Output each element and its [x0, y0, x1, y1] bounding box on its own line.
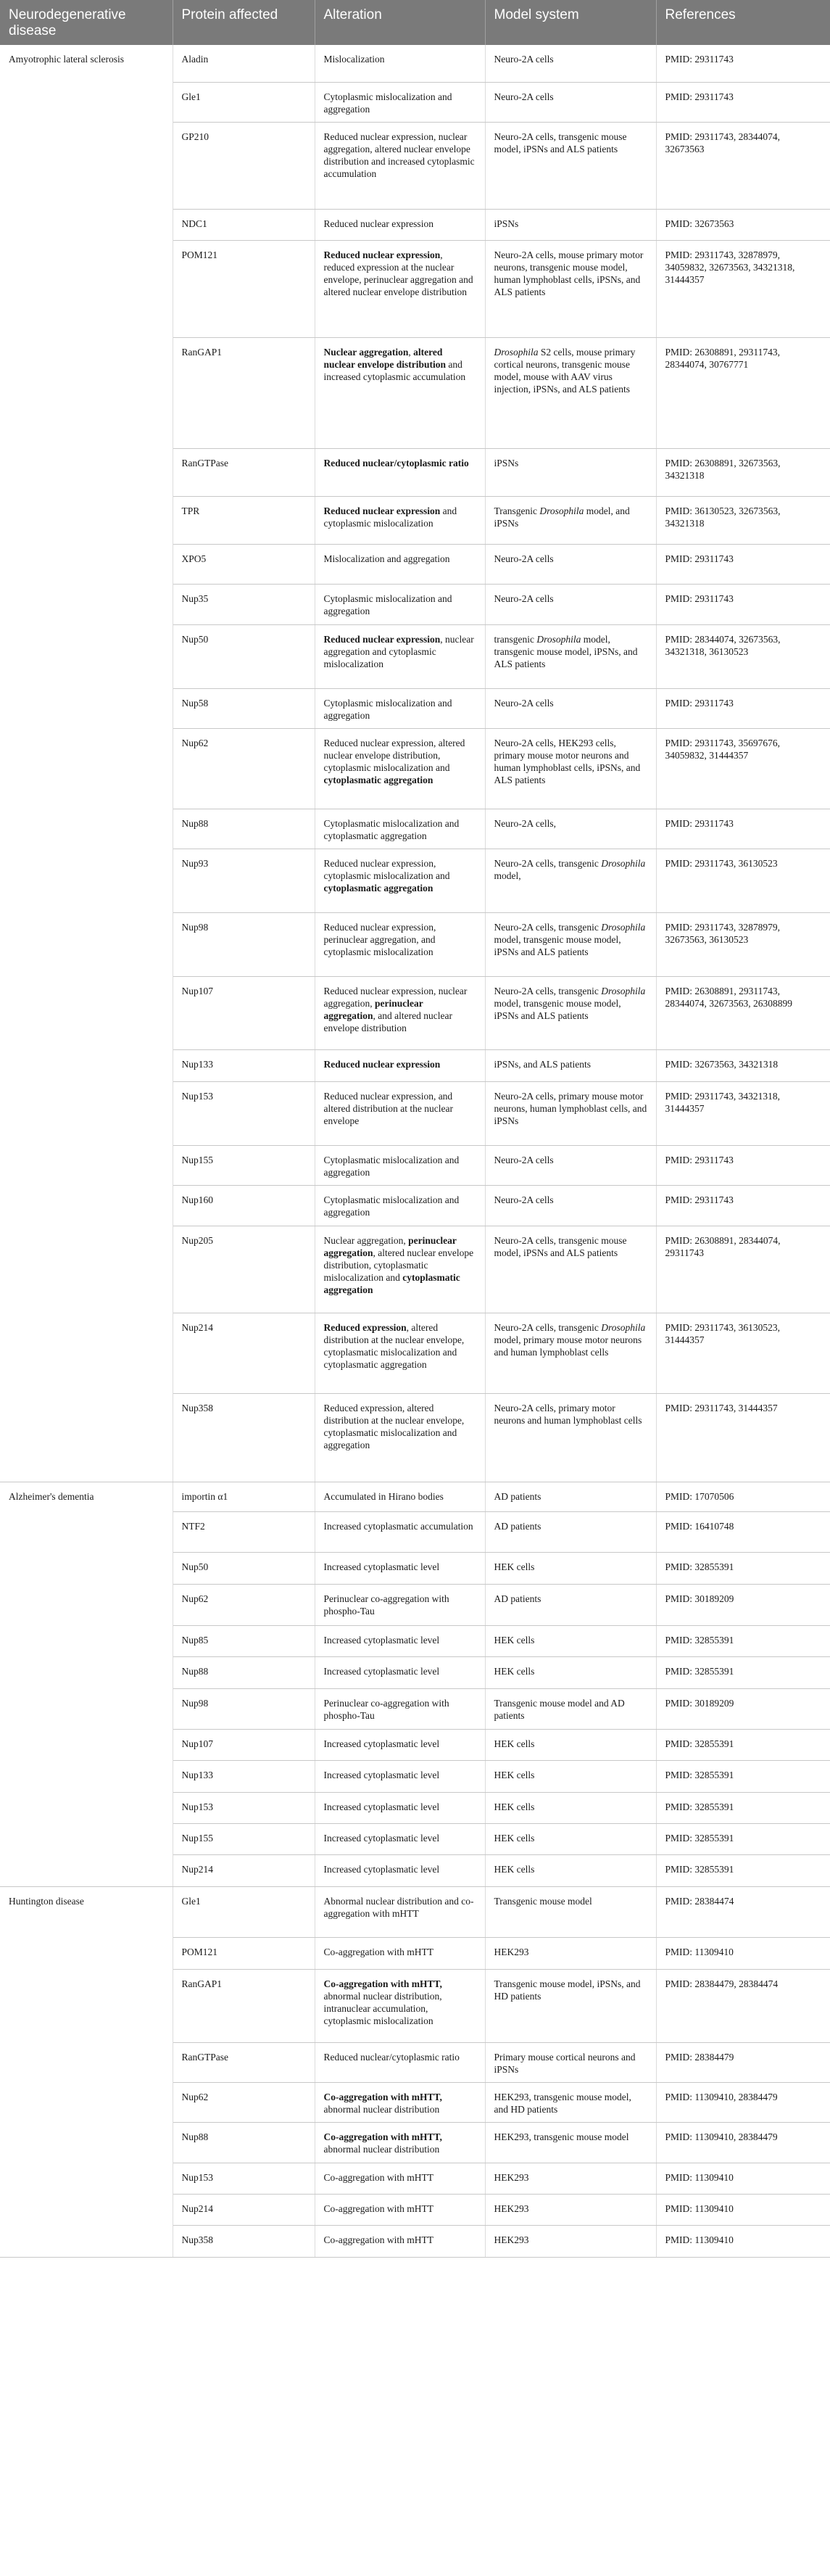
cell-model-system: Neuro-2A cells, transgenic mouse model, iPSNs and ALS patients: [485, 122, 656, 209]
table-row: [0, 1145, 830, 1185]
cell-protein: RanGAP1: [173, 1969, 315, 2042]
cell-references: PMID: 29311743: [656, 82, 830, 122]
cell-protein: Nup98: [173, 1688, 315, 1729]
cell-disease: [0, 1969, 173, 2042]
cell-disease: [0, 1145, 173, 1185]
cell-references: PMID: 11309410: [656, 2194, 830, 2225]
table-row: [0, 1969, 830, 2042]
cell-model-system: HEK293: [485, 2225, 656, 2257]
cell-alteration: Reduced nuclear/cytoplasmic ratio: [315, 2042, 485, 2082]
cell-disease: [0, 624, 173, 688]
cell-alteration: Reduced nuclear expression and cytoplasmic mislocalization: [315, 496, 485, 544]
cell-model-system: Transgenic mouse model and AD patients: [485, 1688, 656, 1729]
cell-alteration: Cytoplasmic mislocalization and aggregation: [315, 584, 485, 624]
cell-protein: Nup88: [173, 2122, 315, 2163]
table-row: [0, 1552, 830, 1584]
table-row: [0, 1393, 830, 1482]
table-row: [0, 1482, 830, 1511]
cell-protein: RanGTPase: [173, 2042, 315, 2082]
cell-references: PMID: 26308891, 29311743, 28344074, 32673563, 26308899: [656, 976, 830, 1049]
cell-alteration: Reduced expression, altered distribution at the nuclear envelope, cytoplasmatic mislocalization and aggregation: [315, 1393, 485, 1482]
cell-disease: [0, 337, 173, 448]
cell-model-system: Neuro-2A cells, transgenic Drosophila model, transgenic mouse model, iPSNs and ALS patients: [485, 976, 656, 1049]
table-row: [0, 496, 830, 544]
table-row: [0, 1760, 830, 1792]
cell-references: PMID: 32855391: [656, 1760, 830, 1792]
cell-disease: [0, 809, 173, 849]
table-row: [0, 1886, 830, 1937]
cell-references: PMID: 29311743: [656, 688, 830, 728]
cell-disease: [0, 1792, 173, 1823]
cell-references: PMID: 29311743, 28344074, 32673563: [656, 122, 830, 209]
cell-references: PMID: 30189209: [656, 1584, 830, 1625]
table-row: [0, 1226, 830, 1313]
cell-references: PMID: 29311743, 31444357: [656, 1393, 830, 1482]
cell-references: PMID: 29311743: [656, 1185, 830, 1226]
cell-protein: Nup160: [173, 1185, 315, 1226]
cell-disease: [0, 1854, 173, 1886]
cell-references: PMID: 28344074, 32673563, 34321318, 36130523: [656, 624, 830, 688]
cell-protein: TPR: [173, 496, 315, 544]
cell-alteration: Mislocalization: [315, 45, 485, 82]
cell-references: PMID: 29311743, 32878979, 32673563, 36130523: [656, 912, 830, 976]
cell-model-system: Transgenic Drosophila model, and iPSNs: [485, 496, 656, 544]
table-row: [0, 1656, 830, 1688]
cell-alteration: Increased cytoplasmatic level: [315, 1729, 485, 1760]
cell-protein: Gle1: [173, 1886, 315, 1937]
cell-alteration: Reduced nuclear expression, nuclear aggregation and cytoplasmic mislocalization: [315, 624, 485, 688]
cell-alteration: Cytoplasmatic mislocalization and aggregation: [315, 1145, 485, 1185]
cell-model-system: HEK293, transgenic mouse model: [485, 2122, 656, 2163]
cell-protein: Nup98: [173, 912, 315, 976]
cell-disease: [0, 912, 173, 976]
table-row: [0, 2082, 830, 2122]
cell-references: PMID: 28384479: [656, 2042, 830, 2082]
cell-disease: [0, 2194, 173, 2225]
cell-references: PMID: 26308891, 28344074, 29311743: [656, 1226, 830, 1313]
cell-model-system: Primary mouse cortical neurons and iPSNs: [485, 2042, 656, 2082]
cell-references: PMID: 29311743: [656, 544, 830, 584]
cell-protein: Nup62: [173, 1584, 315, 1625]
cell-protein: Nup153: [173, 2163, 315, 2194]
cell-references: PMID: 26308891, 29311743, 28344074, 30767771: [656, 337, 830, 448]
cell-alteration: Reduced nuclear/cytoplasmic ratio: [315, 448, 485, 496]
table-row: [0, 1729, 830, 1760]
cell-alteration: Cytoplasmic mislocalization and aggregation: [315, 82, 485, 122]
cell-disease: [0, 1729, 173, 1760]
header-alteration: Alteration: [315, 0, 485, 45]
cell-alteration: Abnormal nuclear distribution and co-aggregation with mHTT: [315, 1886, 485, 1937]
cell-protein: Aladin: [173, 45, 315, 82]
cell-disease: Amyotrophic lateral sclerosis: [0, 45, 173, 82]
cell-model-system: HEK293, transgenic mouse model, and HD patients: [485, 2082, 656, 2122]
cell-disease: [0, 1688, 173, 1729]
table-row: [0, 688, 830, 728]
cell-disease: [0, 209, 173, 240]
cell-disease: Huntington disease: [0, 1886, 173, 1937]
cell-disease: [0, 2042, 173, 2082]
cell-protein: Gle1: [173, 82, 315, 122]
cell-disease: Alzheimer's dementia: [0, 1482, 173, 1511]
cell-model-system: AD patients: [485, 1511, 656, 1552]
cell-references: PMID: 11309410: [656, 1937, 830, 1969]
cell-disease: [0, 1511, 173, 1552]
cell-protein: Nup107: [173, 1729, 315, 1760]
cell-model-system: iPSNs: [485, 448, 656, 496]
cell-alteration: Reduced nuclear expression: [315, 1049, 485, 1081]
cell-references: PMID: 28384474: [656, 1886, 830, 1937]
cell-references: PMID: 29311743, 36130523: [656, 849, 830, 912]
cell-disease: [0, 1185, 173, 1226]
cell-references: PMID: 30189209: [656, 1688, 830, 1729]
cell-disease: [0, 1081, 173, 1145]
cell-alteration: Reduced nuclear expression, cytoplasmic mislocalization and cytoplasmatic aggregation: [315, 849, 485, 912]
cell-model-system: Neuro-2A cells, transgenic mouse model, iPSNs and ALS patients: [485, 1226, 656, 1313]
cell-protein: RanGTPase: [173, 448, 315, 496]
cell-model-system: Neuro-2A cells: [485, 82, 656, 122]
cell-references: PMID: 29311743, 32878979, 34059832, 32673563, 34321318, 31444357: [656, 240, 830, 337]
cell-disease: [0, 1584, 173, 1625]
cell-references: PMID: 29311743, 34321318, 31444357: [656, 1081, 830, 1145]
cell-alteration: Increased cytoplasmatic level: [315, 1792, 485, 1823]
table-body: [0, 45, 830, 2257]
cell-protein: Nup62: [173, 2082, 315, 2122]
cell-model-system: Neuro-2A cells: [485, 544, 656, 584]
cell-references: PMID: 32855391: [656, 1656, 830, 1688]
cell-model-system: Neuro-2A cells, HEK293 cells, primary mouse motor neurons and human lymphoblast cells, iPSNs, and ALS patients: [485, 728, 656, 809]
cell-alteration: Mislocalization and aggregation: [315, 544, 485, 584]
cell-references: PMID: 29311743: [656, 584, 830, 624]
cell-model-system: iPSNs: [485, 209, 656, 240]
table-row: [0, 1185, 830, 1226]
table-row: [0, 2042, 830, 2082]
table-row: [0, 448, 830, 496]
cell-disease: [0, 448, 173, 496]
cell-references: PMID: 29311743: [656, 809, 830, 849]
cell-alteration: Reduced nuclear expression, reduced expression at the nuclear envelope, perinuclear aggregation and altered nuclear envelope distribution: [315, 240, 485, 337]
header-model-system: Model system: [485, 0, 656, 45]
cell-protein: Nup358: [173, 1393, 315, 1482]
cell-protein: NTF2: [173, 1511, 315, 1552]
cell-references: PMID: 16410748: [656, 1511, 830, 1552]
cell-model-system: HEK cells: [485, 1729, 656, 1760]
cell-alteration: Co-aggregation with mHTT, abnormal nuclear distribution: [315, 2082, 485, 2122]
cell-protein: NDC1: [173, 209, 315, 240]
cell-protein: Nup153: [173, 1792, 315, 1823]
cell-references: PMID: 32855391: [656, 1729, 830, 1760]
cell-protein: POM121: [173, 1937, 315, 1969]
table-row: [0, 45, 830, 82]
cell-references: PMID: 32855391: [656, 1552, 830, 1584]
cell-model-system: Neuro-2A cells: [485, 688, 656, 728]
cell-alteration: Increased cytoplasmatic level: [315, 1823, 485, 1854]
table-row: [0, 337, 830, 448]
cell-protein: Nup62: [173, 728, 315, 809]
table-row: [0, 1823, 830, 1854]
cell-alteration: Cytoplasmatic mislocalization and cytoplasmatic aggregation: [315, 809, 485, 849]
cell-disease: [0, 1226, 173, 1313]
cell-model-system: AD patients: [485, 1482, 656, 1511]
cell-protein: Nup214: [173, 1313, 315, 1393]
cell-disease: [0, 544, 173, 584]
table-row: [0, 1688, 830, 1729]
cell-protein: XPO5: [173, 544, 315, 584]
cell-protein: Nup35: [173, 584, 315, 624]
cell-references: PMID: 29311743: [656, 1145, 830, 1185]
header-protein: Protein affected: [173, 0, 315, 45]
cell-alteration: Reduced nuclear expression, nuclear aggregation, perinuclear aggregation, and altered nuclear envelope distribution: [315, 976, 485, 1049]
table-row: [0, 849, 830, 912]
cell-model-system: Neuro-2A cells: [485, 584, 656, 624]
cell-model-system: Neuro-2A cells, primary mouse motor neurons, human lymphoblast cells, and iPSNs: [485, 1081, 656, 1145]
cell-model-system: HEK cells: [485, 1625, 656, 1656]
cell-model-system: AD patients: [485, 1584, 656, 1625]
cell-references: PMID: 28384479, 28384474: [656, 1969, 830, 2042]
cell-model-system: Neuro-2A cells, transgenic Drosophila model, transgenic mouse model, iPSNs and ALS patients: [485, 912, 656, 976]
cell-disease: [0, 849, 173, 912]
cell-disease: [0, 1760, 173, 1792]
cell-protein: Nup205: [173, 1226, 315, 1313]
cell-alteration: Co-aggregation with mHTT: [315, 2194, 485, 2225]
cell-protein: GP210: [173, 122, 315, 209]
cell-disease: [0, 122, 173, 209]
cell-references: PMID: 36130523, 32673563, 34321318: [656, 496, 830, 544]
table-row: [0, 1625, 830, 1656]
cell-alteration: Increased cytoplasmatic level: [315, 1656, 485, 1688]
cell-references: PMID: 32855391: [656, 1823, 830, 1854]
cell-references: PMID: 32855391: [656, 1792, 830, 1823]
cell-disease: [0, 2122, 173, 2163]
cell-model-system: HEK cells: [485, 1792, 656, 1823]
cell-protein: Nup93: [173, 849, 315, 912]
cell-disease: [0, 728, 173, 809]
cell-references: PMID: 32855391: [656, 1854, 830, 1886]
cell-alteration: Increased cytoplasmatic level: [315, 1854, 485, 1886]
cell-references: PMID: 32673563, 34321318: [656, 1049, 830, 1081]
cell-alteration: Reduced nuclear expression, altered nuclear envelope distribution, cytoplasmic mislocalization and cytoplasmatic aggregation: [315, 728, 485, 809]
table-row: [0, 728, 830, 809]
table-row: [0, 2163, 830, 2194]
cell-protein: Nup85: [173, 1625, 315, 1656]
table-row: [0, 1937, 830, 1969]
table-row: [0, 82, 830, 122]
cell-disease: [0, 82, 173, 122]
cell-alteration: Reduced nuclear expression, perinuclear aggregation, and cytoplasmic mislocalization: [315, 912, 485, 976]
cell-references: PMID: 29311743, 35697676, 34059832, 31444357: [656, 728, 830, 809]
cell-disease: [0, 584, 173, 624]
cell-protein: Nup133: [173, 1049, 315, 1081]
cell-disease: [0, 1552, 173, 1584]
cell-alteration: Accumulated in Hirano bodies: [315, 1482, 485, 1511]
cell-references: PMID: 11309410: [656, 2225, 830, 2257]
cell-alteration: Increased cytoplasmatic accumulation: [315, 1511, 485, 1552]
cell-disease: [0, 1393, 173, 1482]
cell-alteration: Perinuclear co-aggregation with phospho-Tau: [315, 1688, 485, 1729]
table-row: [0, 1049, 830, 1081]
cell-protein: Nup50: [173, 624, 315, 688]
cell-disease: [0, 496, 173, 544]
cell-disease: [0, 1656, 173, 1688]
table-row: [0, 2194, 830, 2225]
cell-alteration: Cytoplasmatic mislocalization and aggregation: [315, 1185, 485, 1226]
cell-model-system: HEK cells: [485, 1552, 656, 1584]
cell-alteration: Co-aggregation with mHTT: [315, 2225, 485, 2257]
cell-protein: Nup155: [173, 1823, 315, 1854]
cell-disease: [0, 2082, 173, 2122]
cell-model-system: transgenic Drosophila model, transgenic mouse model, iPSNs, and ALS patients: [485, 624, 656, 688]
table-row: [0, 584, 830, 624]
cell-references: PMID: 26308891, 32673563, 34321318: [656, 448, 830, 496]
cell-alteration: Increased cytoplasmatic level: [315, 1625, 485, 1656]
table-row: [0, 1792, 830, 1823]
cell-protein: Nup88: [173, 809, 315, 849]
cell-protein: Nup50: [173, 1552, 315, 1584]
cell-model-system: HEK293: [485, 2194, 656, 2225]
cell-model-system: HEK293: [485, 1937, 656, 1969]
cell-disease: [0, 1625, 173, 1656]
header-disease: Neurodegenerative disease: [0, 0, 173, 45]
cell-alteration: Co-aggregation with mHTT: [315, 2163, 485, 2194]
cell-protein: Nup214: [173, 2194, 315, 2225]
cell-model-system: HEK cells: [485, 1823, 656, 1854]
cell-disease: [0, 688, 173, 728]
cell-references: PMID: 29311743: [656, 45, 830, 82]
cell-protein: Nup153: [173, 1081, 315, 1145]
cell-alteration: Nuclear aggregation, perinuclear aggregation, altered nuclear envelope distribution, cytoplasmatic mislocalization and cytoplasmatic aggregation: [315, 1226, 485, 1313]
table-row: [0, 1511, 830, 1552]
cell-references: PMID: 32673563: [656, 209, 830, 240]
cell-references: PMID: 32855391: [656, 1625, 830, 1656]
table-header: [0, 0, 830, 45]
table-row: [0, 1081, 830, 1145]
cell-model-system: Neuro-2A cells, transgenic Drosophila model, primary mouse motor neurons and human lymphoblast cells: [485, 1313, 656, 1393]
cell-alteration: Co-aggregation with mHTT, abnormal nuclear distribution: [315, 2122, 485, 2163]
table-row: [0, 809, 830, 849]
header-references: References: [656, 0, 830, 45]
table-row: [0, 544, 830, 584]
cell-protein: Nup58: [173, 688, 315, 728]
table-row: [0, 624, 830, 688]
cell-alteration: Reduced nuclear expression, nuclear aggregation, altered nuclear envelope distribution and increased cytoplasmic accumulation: [315, 122, 485, 209]
cell-protein: Nup133: [173, 1760, 315, 1792]
table-row: [0, 209, 830, 240]
cell-model-system: Transgenic mouse model, iPSNs, and HD patients: [485, 1969, 656, 2042]
cell-model-system: Drosophila S2 cells, mouse primary cortical neurons, transgenic mouse model, mouse with AAV virus injection, iPSNs, and ALS patients: [485, 337, 656, 448]
cell-disease: [0, 2163, 173, 2194]
cell-disease: [0, 1937, 173, 1969]
table-row: [0, 2122, 830, 2163]
cell-disease: [0, 2225, 173, 2257]
cell-protein: POM121: [173, 240, 315, 337]
cell-disease: [0, 1313, 173, 1393]
cell-model-system: Neuro-2A cells: [485, 1145, 656, 1185]
cell-model-system: Neuro-2A cells, primary motor neurons and human lymphoblast cells: [485, 1393, 656, 1482]
cell-protein: Nup214: [173, 1854, 315, 1886]
cell-model-system: Transgenic mouse model: [485, 1886, 656, 1937]
cell-alteration: Cytoplasmic mislocalization and aggregation: [315, 688, 485, 728]
cell-alteration: Co-aggregation with mHTT, abnormal nuclear distribution, intranuclear accumulation, cytoplasmic mislocalization: [315, 1969, 485, 2042]
table-row: [0, 1584, 830, 1625]
cell-disease: [0, 976, 173, 1049]
table-row: [0, 240, 830, 337]
cell-disease: [0, 1049, 173, 1081]
cell-model-system: HEK cells: [485, 1854, 656, 1886]
table-row: [0, 976, 830, 1049]
cell-model-system: Neuro-2A cells, transgenic Drosophila model,: [485, 849, 656, 912]
table-row: [0, 122, 830, 209]
cell-protein: Nup107: [173, 976, 315, 1049]
cell-protein: importin α1: [173, 1482, 315, 1511]
cell-references: PMID: 11309410: [656, 2163, 830, 2194]
cell-protein: Nup155: [173, 1145, 315, 1185]
cell-alteration: Perinuclear co-aggregation with phospho-Tau: [315, 1584, 485, 1625]
cell-model-system: HEK cells: [485, 1656, 656, 1688]
cell-disease: [0, 1823, 173, 1854]
cell-references: PMID: 11309410, 28384479: [656, 2122, 830, 2163]
cell-alteration: Nuclear aggregation, altered nuclear envelope distribution and increased cytoplasmic accumulation: [315, 337, 485, 448]
cell-alteration: Reduced expression, altered distribution at the nuclear envelope, cytoplasmatic mislocalization and cytoplasmatic aggregation: [315, 1313, 485, 1393]
cell-model-system: Neuro-2A cells: [485, 45, 656, 82]
cell-model-system: HEK293: [485, 2163, 656, 2194]
cell-alteration: Increased cytoplasmatic level: [315, 1552, 485, 1584]
cell-alteration: Reduced nuclear expression, and altered distribution at the nuclear envelope: [315, 1081, 485, 1145]
table-row: [0, 1313, 830, 1393]
cell-model-system: Neuro-2A cells: [485, 1185, 656, 1226]
cell-model-system: Neuro-2A cells, mouse primary motor neurons, transgenic mouse model, human lymphoblast cells, iPSNs, and ALS patients: [485, 240, 656, 337]
table-row: [0, 2225, 830, 2257]
cell-disease: [0, 240, 173, 337]
table-row: [0, 1854, 830, 1886]
cell-protein: RanGAP1: [173, 337, 315, 448]
cell-references: PMID: 17070506: [656, 1482, 830, 1511]
cell-alteration: Reduced nuclear expression: [315, 209, 485, 240]
cell-references: PMID: 29311743, 36130523, 31444357: [656, 1313, 830, 1393]
cell-references: PMID: 11309410, 28384479: [656, 2082, 830, 2122]
cell-alteration: Increased cytoplasmatic level: [315, 1760, 485, 1792]
cell-model-system: Neuro-2A cells,: [485, 809, 656, 849]
table-row: [0, 912, 830, 976]
cell-model-system: iPSNs, and ALS patients: [485, 1049, 656, 1081]
cell-protein: Nup88: [173, 1656, 315, 1688]
cell-protein: Nup358: [173, 2225, 315, 2257]
cell-model-system: HEK cells: [485, 1760, 656, 1792]
cell-alteration: Co-aggregation with mHTT: [315, 1937, 485, 1969]
header-row: [0, 0, 830, 45]
